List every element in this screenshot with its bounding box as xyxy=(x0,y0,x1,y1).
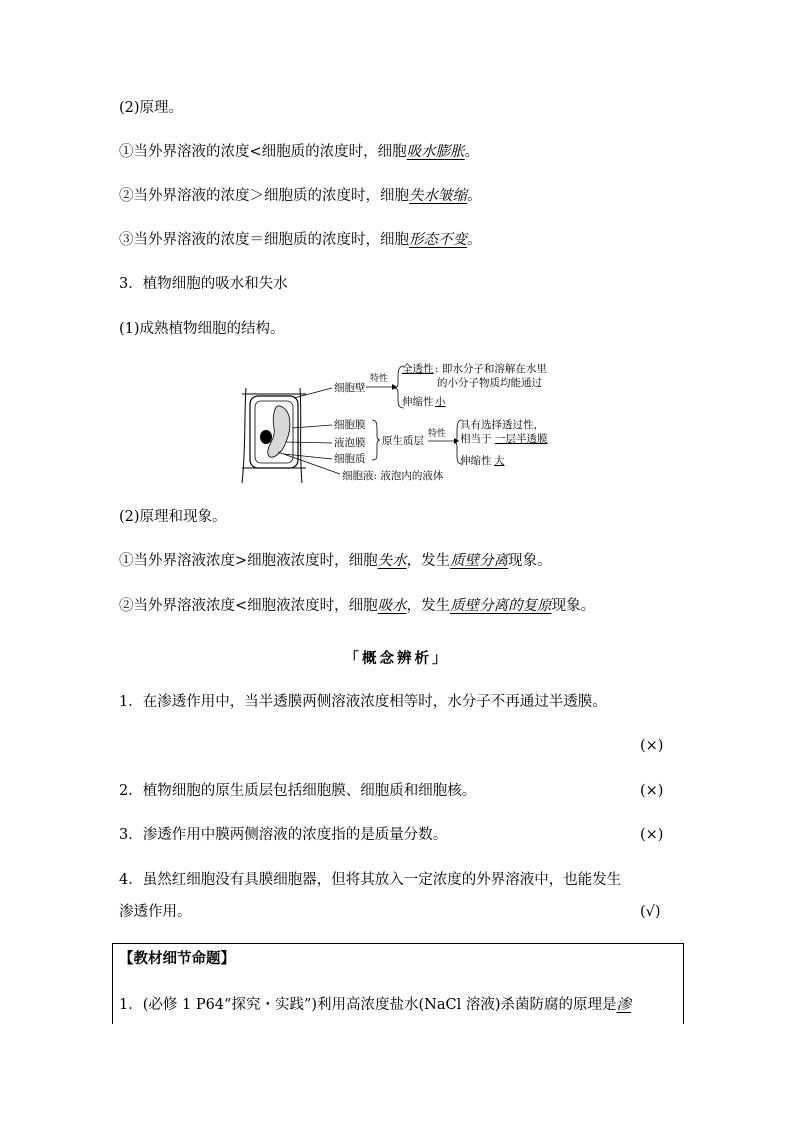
phenomenon-2-answer-2: 质壁分离的复原 xyxy=(450,598,552,614)
subsection-2-title: (2)原理和现象。 xyxy=(119,509,227,525)
phenomenon-2-text: ②当外界溶液浓度<细胞液浓度时，细胞 xyxy=(119,598,378,614)
nucleus-shape xyxy=(260,430,272,444)
label-property-2: 特性 xyxy=(428,429,447,439)
principle-2-answer: 失水皱缩 xyxy=(409,188,467,204)
phenomenon-1-mid: ，发生 xyxy=(406,553,451,569)
phenomenon-2-mid: ，发生 xyxy=(406,598,451,614)
principle-3-text: ③当外界溶液的浓度＝细胞质的浓度时，细胞 xyxy=(119,232,409,248)
principle-1-text: ①当外界溶液的浓度<细胞质的浓度时，细胞 xyxy=(119,144,407,160)
label-cell-sap: 细胞液: 液泡内的液体 xyxy=(342,470,444,482)
concept-3-text: 3．渗透作用中膜两侧溶液的浓度指的是质量分数。 xyxy=(119,827,448,843)
principle-3-answer: 形态不变 xyxy=(409,232,467,248)
label-cytoplasm: 细胞质 xyxy=(334,453,366,465)
principle-1-end: 。 xyxy=(464,144,480,160)
label-equivalent: 相当于 xyxy=(460,433,492,445)
concept-2-text: 2．植物细胞的原生质层包括细胞膜、细胞质和细胞核。 xyxy=(119,783,477,799)
principle-2-text: ②当外界溶液的浓度＞细胞质的浓度时，细胞 xyxy=(119,188,409,204)
box-question-1-text: 1．(必修 1 P64“探究・实践”)利用高浓度盐水(NaCl 溶液)杀菌防腐的原理是 xyxy=(119,997,617,1013)
phenomenon-2-end: 现象。 xyxy=(551,598,596,614)
label-full-perm: 全透性 xyxy=(402,363,434,375)
phenomenon-1-text: ①当外界溶液浓度>细胞液浓度时，细胞 xyxy=(119,553,378,569)
phenomenon-1-answer-1: 失水 xyxy=(377,553,407,569)
label-selective: 具有选择透过性， xyxy=(460,419,544,431)
section-3-title: 3．植物细胞的吸水和失水 xyxy=(119,276,288,292)
box-question-1-answer: 渗 xyxy=(616,997,632,1013)
concept-1-text: 1．在渗透作用中，当半透膜两侧溶液浓度相等时，水分子不再通过半透膜。 xyxy=(119,694,607,710)
concept-3-mark: (×) xyxy=(640,827,664,843)
box-title: 【教材细节命题】 xyxy=(119,950,235,967)
concept-2-mark: (×) xyxy=(640,783,664,799)
principle-line-1 xyxy=(119,142,479,162)
phenomenon-1-end: 现象。 xyxy=(508,553,552,569)
box-question-1 xyxy=(119,993,631,1014)
phenomenon-line-2 xyxy=(119,596,595,616)
textbook-detail-box xyxy=(112,943,684,1024)
section-2-title: (2)原理。 xyxy=(119,100,184,116)
concept-1-mark: (×) xyxy=(640,738,664,754)
label-vacuole-membrane: 液泡膜 xyxy=(334,437,366,449)
label-cell-membrane: 细胞膜 xyxy=(334,419,366,431)
label-full-perm-desc: : 即水分子和溶解在水里 xyxy=(435,363,547,375)
label-stretch-2: 伸缩性 xyxy=(460,455,492,467)
phenomenon-1-answer-2: 质壁分离 xyxy=(450,553,509,569)
principle-3-end: 。 xyxy=(467,232,482,248)
phenomenon-line-1 xyxy=(119,551,552,571)
vacuole-shape xyxy=(268,406,290,457)
concept-header: 「概念辨析」 xyxy=(344,650,450,667)
concept-4-mark: (√) xyxy=(640,904,661,920)
label-stretch-1-value: 小 xyxy=(435,396,446,408)
label-semi-permeable: 一层半透膜 xyxy=(495,433,548,445)
concept-4-text: 4．虽然红细胞没有具膜细胞器，但将其放入一定浓度的外界溶液中，也能发生 xyxy=(119,872,622,888)
label-cell-wall: 细胞壁 xyxy=(334,382,366,394)
principle-line-2 xyxy=(119,186,482,206)
label-stretch-2-value: 大 xyxy=(494,455,505,467)
principle-1-answer: 吸水膨胀 xyxy=(406,144,465,160)
label-property-1: 特性 xyxy=(370,374,389,384)
concept-4-text-2: 渗透作用。 xyxy=(119,904,192,920)
label-stretch-1: 伸缩性 xyxy=(402,396,434,408)
label-full-perm-desc-2: 的小分子物质均能通过 xyxy=(437,377,542,389)
label-protoplast: 原生质层 xyxy=(382,435,424,447)
principle-line-3 xyxy=(119,230,482,250)
phenomenon-2-answer-1: 吸水 xyxy=(377,598,407,614)
plant-cell-diagram xyxy=(232,358,562,488)
principle-2-end: 。 xyxy=(467,188,482,204)
subsection-1-title: (1)成熟植物细胞的结构。 xyxy=(119,321,285,337)
